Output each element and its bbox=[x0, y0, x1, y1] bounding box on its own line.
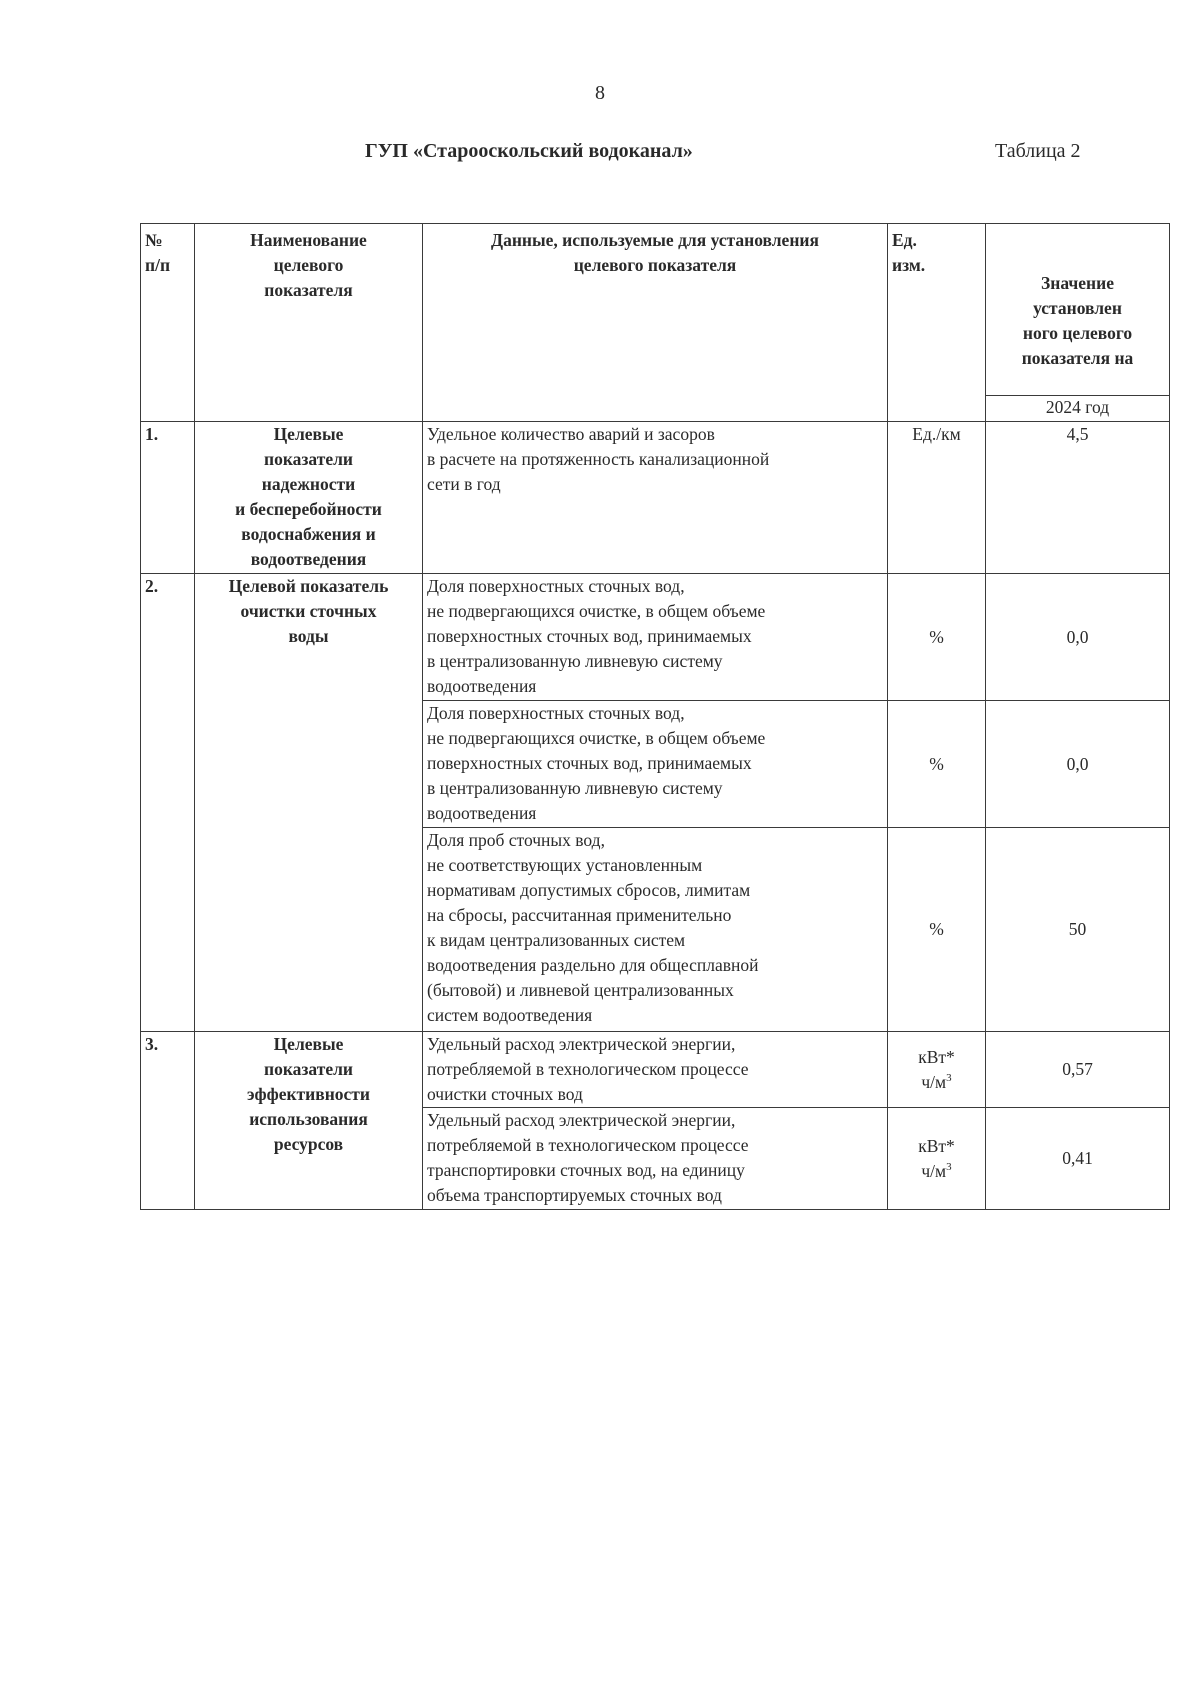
indicator-name: Целевые показатели надежности и бесперебойности водоснабжения и водоотведения bbox=[195, 422, 423, 574]
target-indicators-table bbox=[140, 223, 1170, 1210]
indicator-name: Целевой показатель очистки сточных воды bbox=[195, 574, 423, 1032]
table-row bbox=[141, 1032, 1170, 1108]
unit-main: кВт* bbox=[918, 1046, 955, 1067]
indicator-data: Доля поверхностных сточных вод, не подвергающихся очистке, в общем объеме поверхностных сточных вод, принимаемых в централизованную ливневую систему водоотведения bbox=[423, 701, 888, 828]
unit-sub: ч/м bbox=[921, 1160, 947, 1181]
indicator-unit bbox=[888, 1032, 986, 1108]
indicator-name: Целевые показатели эффективности использования ресурсов bbox=[195, 1032, 423, 1210]
table-label: Таблица 2 bbox=[995, 140, 1081, 162]
document-title: ГУП «Старооскольский водоканал» bbox=[365, 140, 693, 162]
unit-sub: ч/м bbox=[921, 1071, 947, 1092]
header-row bbox=[141, 224, 1170, 396]
indicator-value: 50 bbox=[986, 828, 1170, 1032]
header-indicator-name: Наименование целевого показателя bbox=[195, 224, 423, 422]
header-number: № п/п bbox=[141, 224, 195, 422]
header-year: 2024 год bbox=[986, 396, 1170, 422]
indicator-unit: % bbox=[888, 828, 986, 1032]
indicator-data: Удельный расход электрической энергии, потребляемой в технологическом процессе транспортировки сточных вод, на единицу объема транспортируемых сточных вод bbox=[423, 1108, 888, 1210]
indicator-value: 4,5 bbox=[986, 422, 1170, 574]
row-number: 1. bbox=[141, 422, 195, 574]
table-row bbox=[141, 422, 1170, 574]
indicator-value: 0,0 bbox=[986, 701, 1170, 828]
header-source-data: Данные, используемые для установления целевого показателя bbox=[423, 224, 888, 422]
indicator-data: Удельное количество аварий и засоров в расчете на протяженность канализационной сети в год bbox=[423, 422, 888, 574]
indicator-value: 0,0 bbox=[986, 574, 1170, 701]
indicator-data: Доля поверхностных сточных вод, не подвергающихся очистке, в общем объеме поверхностных сточных вод, принимаемых в централизованную ливневую систему водоотведения bbox=[423, 574, 888, 701]
indicator-value: 0,41 bbox=[986, 1108, 1170, 1210]
indicator-unit: % bbox=[888, 574, 986, 701]
indicator-unit: % bbox=[888, 701, 986, 828]
indicator-data: Удельный расход электрической энергии, потребляемой в технологическом процессе очистки сточных вод bbox=[423, 1032, 888, 1108]
indicator-unit: Ед./км bbox=[888, 422, 986, 574]
row-number: 3. bbox=[141, 1032, 195, 1210]
indicator-unit bbox=[888, 1108, 986, 1210]
row-number: 2. bbox=[141, 574, 195, 1032]
indicator-value: 0,57 bbox=[986, 1032, 1170, 1108]
header-unit: Ед. изм. bbox=[888, 224, 986, 422]
unit-superscript: 3 bbox=[946, 1071, 952, 1084]
page-number: 8 bbox=[595, 82, 605, 104]
unit-superscript: 3 bbox=[946, 1160, 952, 1173]
header-target-value: Значение установлен ного целевого показателя на bbox=[986, 224, 1170, 396]
table-row bbox=[141, 574, 1170, 701]
indicator-data: Доля проб сточных вод, не соответствующих установленным нормативам допустимых сбросов, лимитам на сбросы, рассчитанная применительно к видам централизованных систем водоотведения раздельно для общесплавной (бытовой) и ливневой централизованных систем водоотведения bbox=[423, 828, 888, 1032]
unit-main: кВт* bbox=[918, 1135, 955, 1156]
